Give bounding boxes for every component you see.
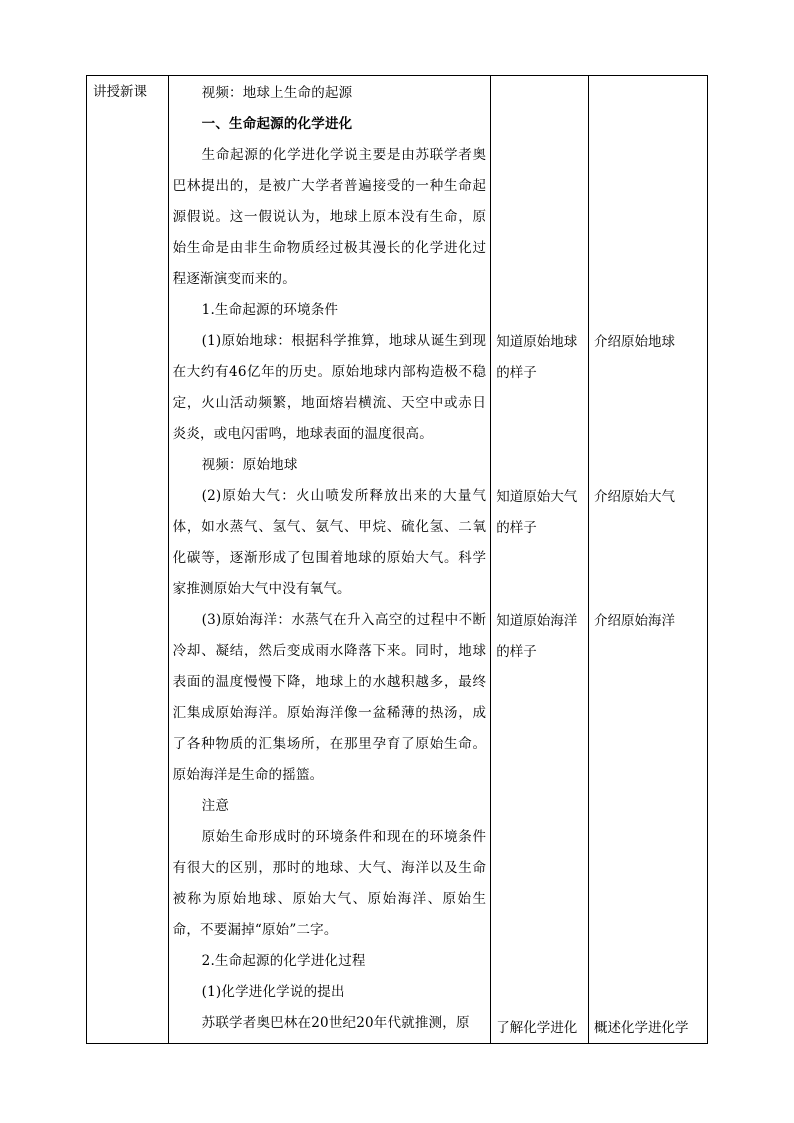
student-activity-column bbox=[491, 76, 588, 1043]
student-note: 了解化学进化 bbox=[496, 1020, 578, 1036]
student-activity-cell bbox=[491, 76, 589, 1044]
table-row bbox=[87, 76, 708, 1044]
content-paragraph: 注意 bbox=[201, 798, 230, 814]
teacher-activity-column bbox=[589, 76, 707, 1043]
content-paragraph: 视频：地球上生命的起源 bbox=[201, 85, 353, 101]
teacher-note: 介绍原始大气 bbox=[594, 489, 676, 505]
content-paragraph: 生命起源的化学进化学说主要是由苏联学者奥巴林提出的，是被广大学者普遍接受的一种生命起源假说。这一假说认为，地球上原本没有生命，原始生命是由非生命物质经过极其漫长的化学进化过程逐渐演变而来的。 bbox=[172, 147, 487, 287]
content-paragraph: 苏联学者奥巴林在20世纪20年代就推测，原 bbox=[201, 1015, 470, 1031]
teacher-activity-cell bbox=[589, 76, 708, 1044]
content-cell bbox=[168, 76, 491, 1044]
teacher-note: 介绍原始地球 bbox=[594, 334, 676, 350]
content-paragraph: (1)原始地球：根据科学推算，地球从诞生到现在大约有46亿年的历史。原始地球内部构造极不稳定，火山活动频繁，地面熔岩横流、天空中或赤日炎炎，或电闪雷鸣，地球表面的温度很高。 bbox=[172, 333, 487, 442]
teacher-note: 介绍原始海洋 bbox=[594, 613, 676, 629]
teacher-note: 概述化学进化学 bbox=[594, 1020, 689, 1036]
content-paragraph: 1.生命起源的环境条件 bbox=[201, 302, 339, 318]
content-paragraph: (2)原始大气：火山喷发所释放出来的大量气体，如水蒸气、氢气、氨气、甲烷、硫化氢、二氧化碳等，逐渐形成了包围着地球的原始大气。科学家推测原始大气中没有氧气。 bbox=[172, 488, 487, 597]
content-paragraph: 2.生命起源的化学进化过程 bbox=[201, 953, 366, 969]
content-paragraph: 原始生命形成时的环境条件和现在的环境条件有很大的区别，那时的地球、大气、海洋以及生命被称为原始地球、原始大气、原始海洋、原始生命，不要漏掉“原始”二字。 bbox=[172, 829, 487, 938]
content-paragraph: (3)原始海洋：水蒸气在升入高空的过程中不断冷却、凝结，然后变成雨水降落下来。同时，地球表面的温度慢慢下降，地球上的水越积越多，最终汇集成原始海洋。原始海洋像一盆稀薄的热汤，成了各种物质的汇集场所，在那里孕育了原始生命。原始海洋是生命的摇篮。 bbox=[172, 612, 487, 783]
lesson-plan-table bbox=[86, 75, 708, 1044]
content-paragraph: 视频：原始地球 bbox=[201, 457, 298, 473]
student-note: 知道原始海洋的样子 bbox=[496, 613, 578, 660]
content-paragraph: (1)化学进化学说的提出 bbox=[201, 984, 345, 1000]
lesson-content bbox=[169, 76, 491, 1039]
section-heading: 一、生命起源的化学进化 bbox=[201, 116, 353, 132]
student-note: 知道原始地球的样子 bbox=[496, 334, 578, 381]
teaching-stage-cell bbox=[87, 76, 169, 1044]
student-note: 知道原始大气的样子 bbox=[496, 489, 578, 536]
teaching-stage-label: 讲授新课 bbox=[93, 84, 147, 100]
